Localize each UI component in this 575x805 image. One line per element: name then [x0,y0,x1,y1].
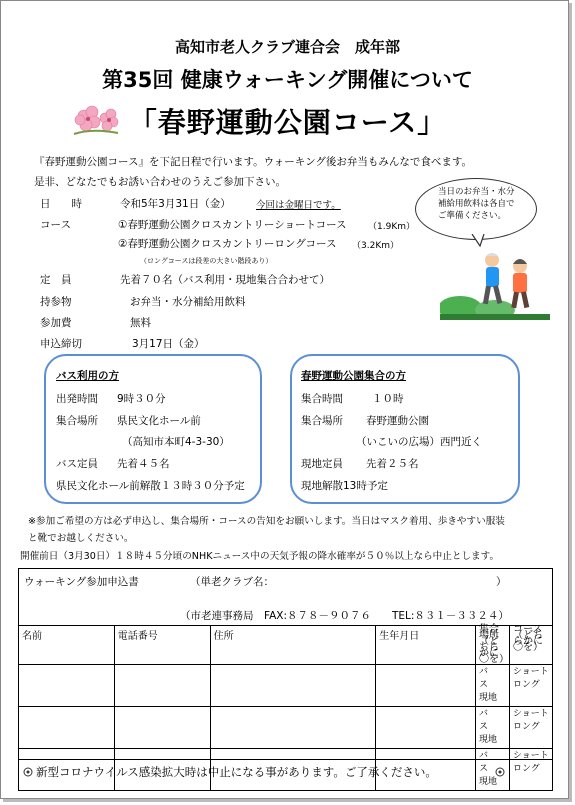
birthdate-cell[interactable] [376,707,476,749]
form-contact: （市老連事務局 FAX:８７８－９０７６ TEL:８３１－３３２４） [180,610,509,622]
header-course: コース（どちらかに〇を） [509,626,552,665]
header-address: 住所 [210,626,376,665]
course-choice-cell[interactable]: ショート ロング [509,707,552,749]
course-choice-cell[interactable]: ショート ロング [509,665,552,707]
bus-dismiss: 県民文化ホール前解散１３時３０分予定 [56,480,245,492]
form-club-label: （単老クラブ名： [190,576,274,588]
onsite-capacity-label: 現地定員 [301,458,343,470]
bus-capacity-value: 先着４５名 [117,458,170,470]
fee-label: 参加費 [40,317,72,329]
course-2: ②春野運動公園クロスカントリーロングコース [118,238,337,250]
fee-value: 無料 [130,317,151,329]
birthdate-cell[interactable] [376,665,476,707]
course-1-distance: （1.9Km） [368,222,415,232]
walking-couple-illustration [440,248,550,323]
bus-title: バス利用の方 [56,370,119,382]
onsite-title: 春野運動公園集合の方 [301,370,406,382]
footer-notice: 新型コロナウイルス感染拡大時は中止になる事があります。ご了承ください。 [36,765,437,779]
table-row [19,665,553,707]
address-cell[interactable] [210,707,376,749]
phone-cell[interactable] [114,707,210,749]
onsite-capacity-value: 先着２５名 [366,458,419,470]
course-label: コース [40,219,71,231]
date-label: 日 時 [40,198,82,210]
header-phone: 電話番号 [114,626,210,665]
course-note: （ロングコースは段差の大きい階段あり） [140,257,273,265]
bubble-text: 当日のお弁当・水分 補給用飲料は各自で ご準備ください。 [438,187,515,221]
org-title: 高知市老人クラブ連合会 成年部 [174,38,400,56]
onsite-dismiss: 現地解散13時予定 [301,480,388,492]
meet-choice-cell[interactable]: バ ス 現地 [476,749,510,791]
notes-line-1: ※参加ご希望の方は必ず申込し、集合場所・コースの告知をお願いします。当日はマスク着用、歩きやすい服装 [28,516,505,527]
bus-depart-value: 9時３０分 [117,393,166,405]
bubble-tail [470,234,490,248]
address-cell[interactable] [210,665,376,707]
onsite-time-label: 集合時間 [301,393,343,405]
date-value: 令和5年3月31日（金） [120,198,231,210]
phone-cell[interactable] [114,665,210,707]
header-meet-place: 集合場所（どちらかに〇を） [476,626,510,665]
bus-address: （高知市本町4-3-30） [122,436,230,448]
onsite-time-value: １０時 [372,393,404,405]
deadline-label: 申込締切 [40,338,82,350]
bring-value: お弁当・水分補給用飲料 [130,296,246,308]
header-name: 名前 [19,626,115,665]
course-title: 「春野運動公園コース」 [128,106,447,139]
course-1: ①春野運動公園クロスカントリーショートコース [118,219,347,231]
course-2-distance: （3.2Km） [352,241,399,251]
date-note: 今回は金曜日です。 [256,200,341,211]
capacity-label: 定 員 [40,274,72,286]
bus-meet-value: 県民文化ホール前 [117,415,201,427]
form-club-close: ） [496,576,507,588]
course-choice-cell[interactable]: ショート ロング [509,749,552,791]
capacity-value: 先着７０名（バス利用・現地集合合わせて） [120,274,330,286]
bus-meet-label: 集合場所 [56,415,98,427]
form-title: ウォーキング参加申込書 [24,576,139,588]
flower-bullet-icon [22,766,34,778]
bring-label: 持参物 [40,296,72,308]
meet-choice-cell[interactable]: バ ス 現地 [476,707,510,749]
name-cell[interactable] [19,665,115,707]
notes-line-3: 開催前日（3月30日）１８時４５分頃のNHKニュース中の天気予報の降水確率が５０％以上なら中止とします。 [20,551,500,562]
onsite-place-detail: （いこいの広場）西門近く [356,436,482,448]
intro-line-2: 是非、どなたでもお誘い合わせのうえご参加下さい。 [34,176,286,188]
bus-capacity-label: バス定員 [56,458,98,470]
main-title: 第35回 健康ウォーキング開催について [102,68,473,92]
notes-line-2: と靴でお越しください。 [28,533,134,544]
cherry-blossom-icon [72,100,122,140]
deadline-value: 3月17日（金） [132,338,205,350]
name-cell[interactable] [19,707,115,749]
intro-line-1: 『春野運動公園コース』を下記日程で行います。ウォーキング後お弁当もみんなで食べます。 [34,156,473,168]
header-birthdate: 生年月日 [376,626,476,665]
onsite-place-value: 春野運動公園 [366,415,429,427]
bus-depart-label: 出発時間 [56,393,98,405]
meet-choice-cell[interactable]: バ ス 現地 [476,665,510,707]
flower-bullet-icon [494,766,506,778]
onsite-place-label: 集合場所 [301,415,343,427]
table-row [19,707,553,749]
